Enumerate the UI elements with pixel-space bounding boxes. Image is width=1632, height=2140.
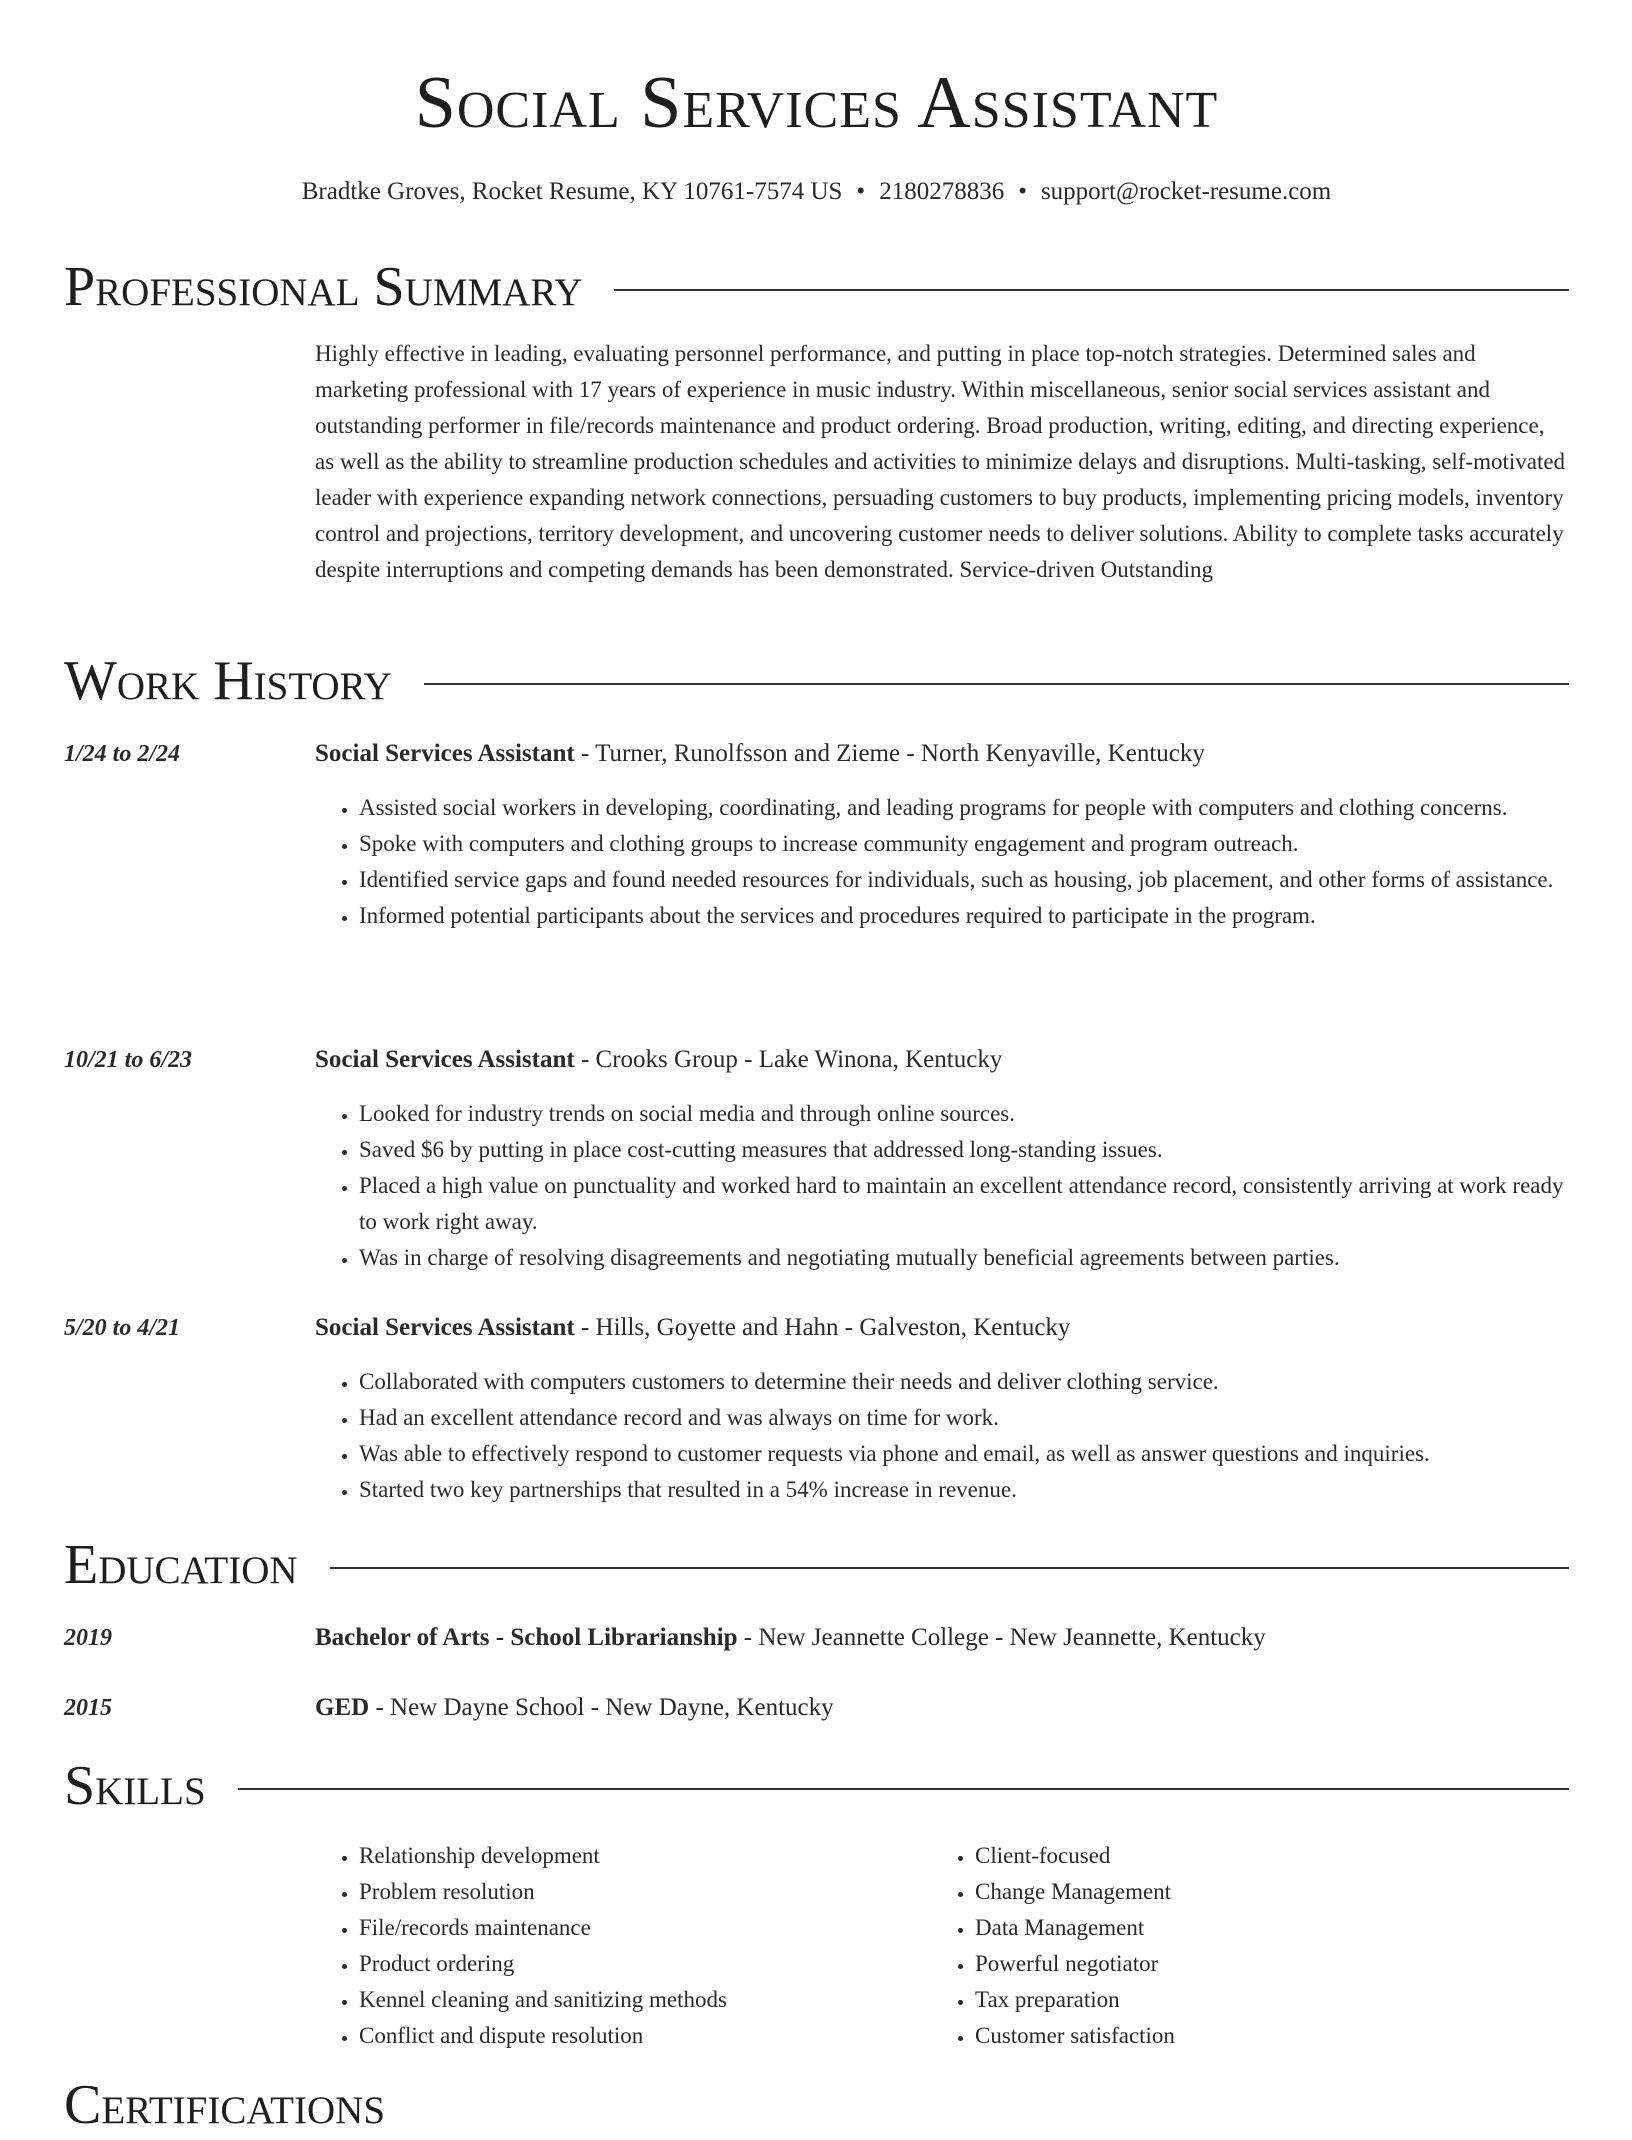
education-entry bbox=[315, 1620, 1569, 1656]
job-header bbox=[315, 736, 1569, 772]
contact-separator: • bbox=[1018, 178, 1027, 205]
list-item: • Informed potential participants about the services and procedures required to participate in the program. bbox=[359, 898, 1569, 934]
education-year: 2019 bbox=[64, 1625, 112, 1651]
job-dates: 1/24 to 2/24 bbox=[64, 741, 181, 767]
list-item: • Spoke with computers and clothing groups to increase community engagement and program outreach. bbox=[359, 826, 1569, 862]
section-title: Certifications bbox=[64, 2074, 386, 2136]
summary-text: Highly effective in leading, evaluating personnel performance, and putting in place top-notch strategies. Determined sales and marketing professional with 17 years of experience in music industry. Within miscellaneous, senior social services assistant and outstanding performer in file/records maintenance and product ordering. Broad production, writing, editing, and directing experience, as well as the ability to streamline production schedules and activities to minimize delays and disruptions. Multi-tasking, self-motivated leader with experience expanding network connections, persuading customers to buy products, implementing pricing models, inventory control and projections, territory development, and uncovering customer needs to deliver solutions. Ability to complete tasks accurately despite interruptions and competing demands has been demonstrated. Service-driven Outstanding bbox=[315, 341, 1566, 582]
job-header bbox=[315, 1310, 1569, 1346]
skill-item: • Conflict and dispute resolution bbox=[359, 2018, 1569, 2054]
contact-address: Bradtke Groves, Rocket Resume, KY 10761-7574 US bbox=[301, 178, 843, 205]
list-item: • Identified service gaps and found needed resources for individuals, such as housing, job placement, and other forms of assistance. bbox=[359, 862, 1569, 898]
education-entry bbox=[315, 1690, 1569, 1726]
skill-item: • Problem resolution bbox=[359, 1874, 1569, 1910]
list-item: • Was in charge of resolving disagreements and negotiating mutually beneficial agreements between parties. bbox=[359, 1240, 1569, 1276]
skill-item: • Client-focused bbox=[975, 1838, 1632, 1874]
job-bullets bbox=[315, 1096, 1569, 1276]
skill-item: • Relationship development bbox=[359, 1838, 1569, 1874]
section-title: Work History bbox=[64, 650, 392, 712]
education-degree: GED bbox=[315, 1694, 370, 1721]
job-dates: 10/21 to 6/23 bbox=[64, 1047, 193, 1073]
skill-item: • Customer satisfaction bbox=[975, 2018, 1632, 2054]
skill-item: • Tax preparation bbox=[975, 1982, 1632, 2018]
education-school: - New Jeannette College - New Jeannette, Kentucky bbox=[737, 1624, 1266, 1651]
job-employer-location: - Crooks Group - Lake Winona, Kentucky bbox=[574, 1046, 1003, 1073]
job-title: Social Services Assistant bbox=[315, 740, 575, 767]
list-item: • Assisted social workers in developing, coordinating, and leading programs for people with computers and clothing concerns. bbox=[359, 790, 1569, 826]
job-employer-location: - Hills, Goyette and Hahn - Galveston, Kentucky bbox=[574, 1314, 1071, 1341]
job-bullets bbox=[315, 790, 1569, 934]
list-item: • Collaborated with computers customers to determine their needs and deliver clothing service. bbox=[359, 1364, 1569, 1400]
education-school: - New Dayne School - New Dayne, Kentucky bbox=[369, 1694, 834, 1721]
section-heading-education bbox=[64, 1530, 1569, 1600]
section-title: Professional Summary bbox=[64, 256, 583, 318]
job-title: Social Services Assistant bbox=[315, 1314, 575, 1341]
skill-item: • Product ordering bbox=[359, 1946, 1569, 1982]
section-title: Education bbox=[64, 1534, 298, 1596]
section-heading-certifications bbox=[64, 2070, 1569, 2140]
education-degree: Bachelor of Arts - School Librarianship bbox=[315, 1624, 738, 1651]
list-item: • Looked for industry trends on social media and through online sources. bbox=[359, 1096, 1569, 1132]
section-divider bbox=[424, 683, 1569, 685]
list-item: • Started two key partnerships that resulted in a 54% increase in revenue. bbox=[359, 1472, 1569, 1508]
resume-title: Social Services Assistant bbox=[414, 62, 1219, 144]
section-heading-work-history bbox=[64, 646, 1569, 716]
section-divider bbox=[614, 289, 1569, 291]
skill-item: • Data Management bbox=[975, 1910, 1632, 1946]
list-item: • Saved $6 by putting in place cost-cutting measures that addressed long-standing issues. bbox=[359, 1132, 1569, 1168]
skills-list-right bbox=[931, 1838, 1632, 2054]
education-year: 2015 bbox=[64, 1695, 112, 1721]
list-item: • Placed a high value on punctuality and worked hard to maintain an excellent attendance record, consistently arriving at work ready to work right away. bbox=[359, 1168, 1569, 1240]
list-item: • Had an excellent attendance record and was always on time for work. bbox=[359, 1400, 1569, 1436]
job-employer-location: - Turner, Runolfsson and Zieme - North Kenyaville, Kentucky bbox=[574, 740, 1205, 767]
contact-separator: • bbox=[856, 178, 866, 205]
job-dates: 5/20 to 4/21 bbox=[64, 1315, 181, 1341]
contact-email: support@rocket-resume.com bbox=[1040, 178, 1332, 205]
skill-item: • Change Management bbox=[975, 1874, 1632, 1910]
list-item: • Was able to effectively respond to customer requests via phone and email, as well as answer questions and inquiries. bbox=[359, 1436, 1569, 1472]
section-heading-summary bbox=[64, 252, 1569, 322]
skill-item: • Powerful negotiator bbox=[975, 1946, 1632, 1982]
section-heading-skills bbox=[64, 1751, 1569, 1821]
contact-phone: 2180278836 bbox=[879, 178, 1005, 205]
job-bullets bbox=[315, 1364, 1569, 1508]
section-title: Skills bbox=[64, 1755, 206, 1817]
skill-item: • File/records maintenance bbox=[359, 1910, 1569, 1946]
job-header bbox=[315, 1042, 1569, 1078]
skill-item: • Kennel cleaning and sanitizing methods bbox=[359, 1982, 1569, 2018]
job-title: Social Services Assistant bbox=[315, 1046, 575, 1073]
section-divider bbox=[238, 1788, 1569, 1790]
section-divider bbox=[330, 1567, 1569, 1569]
contact-line bbox=[64, 174, 1569, 210]
